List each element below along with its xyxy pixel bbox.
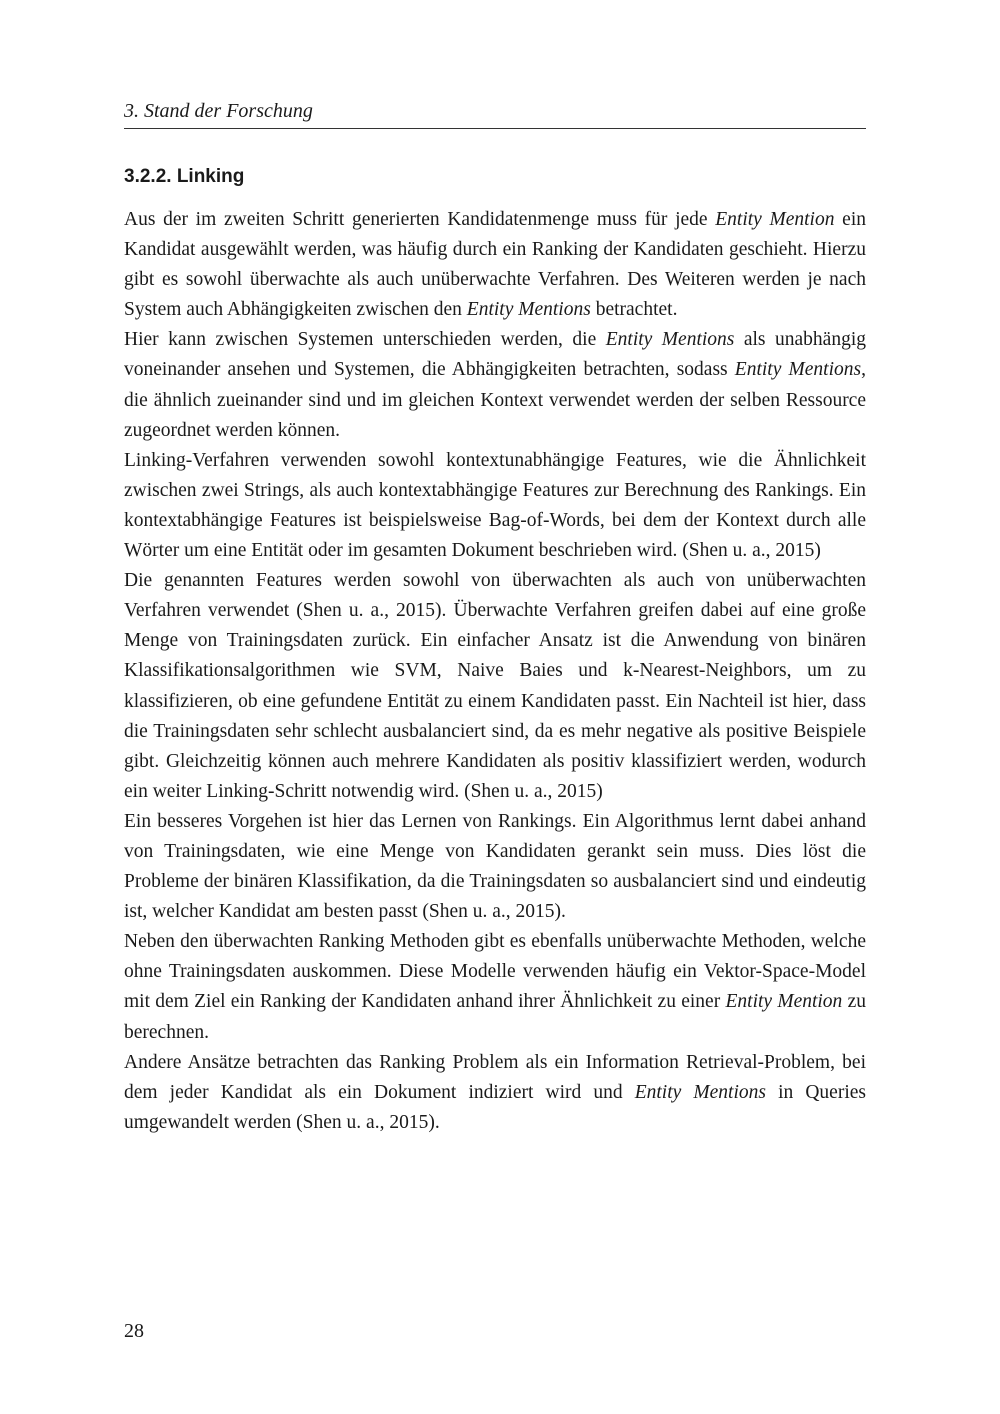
text-run: zu berechnen. xyxy=(124,991,866,1043)
term-entity-mentions: Entity Mentions xyxy=(466,299,591,321)
text-run: Andere Ansätze betrachten das Ranking Problem als ein Information Retrieval-Problem, bei dem jeder Kandidat als ein Dokument indiziert wird und xyxy=(124,1051,866,1103)
text-run: , die ähnlich zueinander sind und im gleichen Kontext verwendet werden der selben Ressource zugeordnet werden können. xyxy=(124,359,866,441)
term-entity-mentions: Entity Mentions xyxy=(605,329,735,351)
paragraph-6 xyxy=(124,927,866,1047)
document-page xyxy=(124,0,866,1414)
term-entity-mention: Entity Mention xyxy=(715,209,835,230)
section-heading: 3.2.2. Linking xyxy=(124,166,245,187)
paragraph-7 xyxy=(124,1048,866,1138)
term-entity-mention: Entity Mention xyxy=(725,991,843,1013)
term-entity-mentions: Entity Mentions xyxy=(634,1081,766,1103)
text-run: ein Kandidat ausgewählt werden, was häufig durch ein Ranking der Kandidaten geschieht. Hierzu gibt es sowohl überwachte als auch unüberwachte Verfahren. Des Weiteren werden je nach System auch Abhängigkeiten zwischen den xyxy=(124,209,866,321)
paragraph-1 xyxy=(124,205,866,325)
text-run: Hier kann zwischen Systemen unterschieden werden, die xyxy=(124,329,606,351)
text-run: Neben den überwachten Ranking Methoden gibt es ebenfalls unüberwachte Methoden, welche ohne Trainingsdaten auskommen. Diese Modelle verwenden häufig ein Vektor-Space-Model mit dem Ziel ein Ranking der Kandidaten anhand ihrer Ähnlichkeit zu einer xyxy=(124,931,866,1013)
term-entity-mentions: Entity Mentions xyxy=(734,359,862,381)
paragraph-3: Linking-Verfahren verwenden sowohl kontextunabhängige Features, wie die Ähnlichkeit zwischen zwei Strings, als auch kontextabhängige Features zur Berechnung des Rankings. Ein kontextabhängige Features ist beispielsweise Bag-of-Words, bei dem der Kontext durch alle Wörter um eine Entität oder im gesamten Dokument beschrieben wird. (Shen u. a., 2015) xyxy=(124,449,866,562)
body-text xyxy=(124,205,866,1138)
text-run: betrachtet. xyxy=(590,299,678,321)
text-run: Aus der im zweiten Schritt generierten Kandidatenmenge muss für jede xyxy=(124,209,716,230)
paragraph-4: Die genannten Features werden sowohl von überwachten als auch von unüberwachten Verfahren verwendet (Shen u. a., 2015). Überwachte Verfahren greifen dabei auf eine große Menge von Trainingsdaten zurück. Ein einfacher Ansatz ist die Anwendung von binären Klassifikationsalgorithmen wie SVM, Naive Baies und k-Nearest-Neighbors, um zu klassifizieren, ob eine gefundene Entität zu einem Kandidaten passt. Ein Nachteil ist hier, dass die Trainingsdaten sehr schlecht ausbalanciert sind, da es mehr negative als positive Beispiele gibt. Gleichzeitig können auch mehrere Kandidaten als positiv klassifiziert werden, wodurch ein weiter Linking-Schritt notwendig wird. (Shen u. a., 2015) xyxy=(124,570,866,802)
text-run: in Queries umgewandelt werden (Shen u. a., 2015). xyxy=(124,1081,866,1133)
paragraph-5: Ein besseres Vorgehen ist hier das Lernen von Rankings. Ein Algorithmus lernt dabei anhand von Trainingsdaten, wie eine Menge von Kandidaten gerankt sein muss. Dies löst die Probleme der binären Klassifikation, da die Trainingsdaten so ausbalanciert sind und eindeutig ist, welcher Kandidat am besten passt (Shen u. a., 2015). xyxy=(124,810,866,923)
running-header: 3. Stand der Forschung xyxy=(124,98,866,129)
text-run: als unabhängig voneinander ansehen und Systemen, die Abhängigkeiten betrachten, sodass xyxy=(124,329,866,381)
paragraph-2 xyxy=(124,325,866,445)
page-number: 28 xyxy=(124,1320,144,1342)
